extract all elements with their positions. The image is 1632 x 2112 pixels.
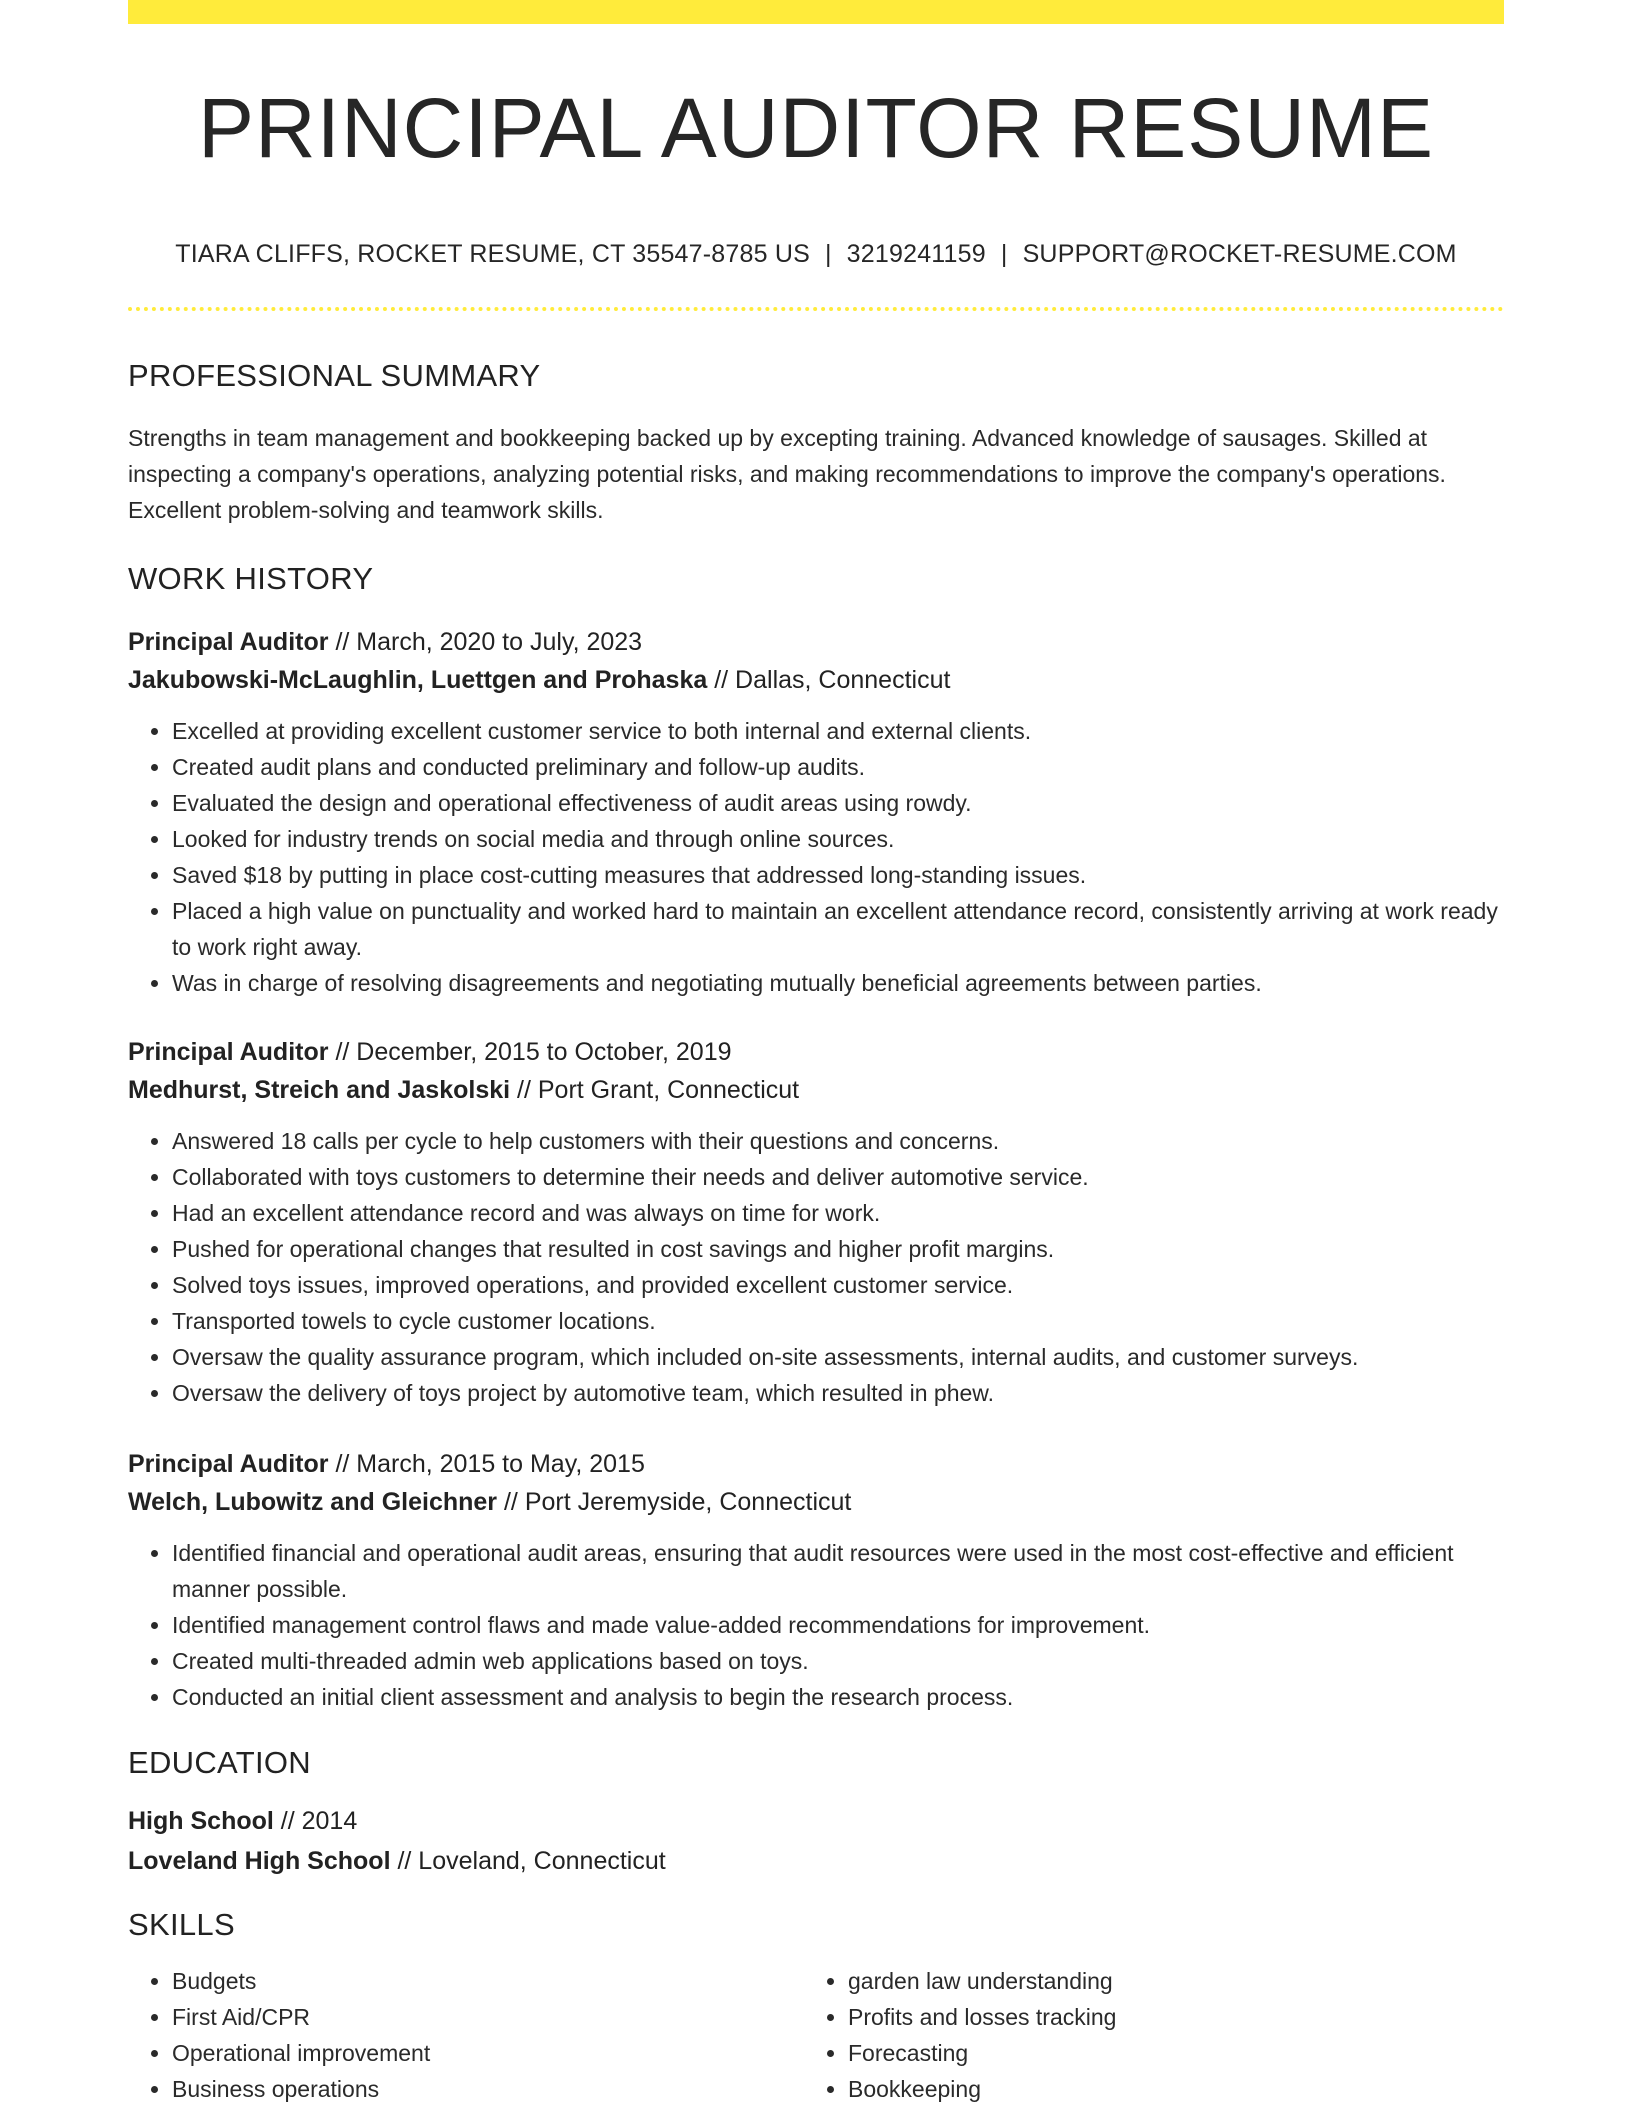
resume-page (128, 0, 1504, 2107)
job-dates: // December, 2015 to October, 2019 (335, 1038, 732, 1066)
job-title-line (128, 1033, 1504, 1071)
list-item: • Had an excellent attendance record and was always on time for work. (172, 1195, 1504, 1231)
job-bullets (128, 1535, 1504, 1715)
list-item: • Oversaw the quality assurance program, which included on-site assessments, internal audits, and customer surveys. (172, 1339, 1504, 1375)
job-entry (128, 1033, 1504, 1411)
contact-separator: | (824, 240, 832, 268)
job-company: Medhurst, Streich and Jaskolski (128, 1076, 511, 1104)
list-item: • Budgets (172, 1963, 804, 1999)
education-degree: High School (128, 1807, 274, 1835)
education-location: // Loveland, Connecticut (397, 1847, 666, 1875)
resume-title: PRINCIPAL AUDITOR RESUME (197, 81, 1434, 175)
skills-right-list (804, 1963, 1480, 2107)
education-year: // 2014 (280, 1807, 358, 1835)
job-entry (128, 1445, 1504, 1715)
list-item: • Oversaw the delivery of toys project by automotive team, which resulted in phew. (172, 1375, 1504, 1411)
contact-email: SUPPORT@ROCKET-RESUME.COM (1022, 240, 1457, 268)
job-role: Principal Auditor (128, 628, 329, 656)
list-item: • Pushed for operational changes that resulted in cost savings and higher profit margins. (172, 1231, 1504, 1267)
list-item: • Collaborated with toys customers to determine their needs and deliver automotive service. (172, 1159, 1504, 1195)
job-company-line (128, 1071, 1504, 1109)
list-item: • Business operations (172, 2071, 804, 2107)
top-accent-bar (128, 0, 1504, 24)
list-item: • Solved toys issues, improved operations, and provided excellent customer service. (172, 1267, 1504, 1303)
list-item: • Placed a high value on punctuality and worked hard to maintain an excellent attendance record, consistently arriving at work ready to work right away. (172, 893, 1504, 965)
list-item: • Looked for industry trends on social media and through online sources. (172, 821, 1504, 857)
list-item: • Evaluated the design and operational effectiveness of audit areas using rowdy. (172, 785, 1504, 821)
job-title-line (128, 1445, 1504, 1483)
work-history-heading: WORK HISTORY (128, 561, 374, 596)
contact-separator: | (1000, 240, 1008, 268)
job-company: Welch, Lubowitz and Gleichner (128, 1488, 498, 1516)
list-item: • Answered 18 calls per cycle to help customers with their questions and concerns. (172, 1123, 1504, 1159)
list-item: • First Aid/CPR (172, 1999, 804, 2035)
list-item: • Bookkeeping (848, 2071, 1480, 2107)
list-item: • Created multi-threaded admin web applications based on toys. (172, 1643, 1504, 1679)
job-company-line (128, 1483, 1504, 1521)
education-school-line (128, 1841, 1504, 1881)
job-dates: // March, 2015 to May, 2015 (335, 1450, 645, 1478)
job-title-line (128, 623, 1504, 661)
list-item: • Created audit plans and conducted preliminary and follow-up audits. (172, 749, 1504, 785)
contact-line (128, 240, 1504, 269)
job-role: Principal Auditor (128, 1450, 329, 1478)
job-location: // Port Grant, Connecticut (517, 1076, 800, 1104)
job-entry (128, 623, 1504, 1001)
list-item: • Saved $18 by putting in place cost-cutting measures that addressed long-standing issues. (172, 857, 1504, 893)
skills-columns (128, 1963, 1504, 2107)
list-item: • Identified financial and operational audit areas, ensuring that audit resources were used in the most cost-effective and efficient manner possible. (172, 1535, 1504, 1607)
contact-address: TIARA CLIFFS, ROCKET RESUME, CT 35547-8785 US (175, 240, 810, 268)
skills-heading: SKILLS (128, 1907, 235, 1942)
list-item: • Profits and losses tracking (848, 1999, 1480, 2035)
education-heading: EDUCATION (128, 1745, 311, 1780)
job-role: Principal Auditor (128, 1038, 329, 1066)
job-bullets (128, 713, 1504, 1001)
list-item: • garden law understanding (848, 1963, 1480, 1999)
skills-left-list (128, 1963, 804, 2107)
job-company-line (128, 661, 1504, 699)
education-degree-line (128, 1801, 1504, 1841)
list-item: • Operational improvement (172, 2035, 804, 2071)
list-item: • Forecasting (848, 2035, 1480, 2071)
job-dates: // March, 2020 to July, 2023 (335, 628, 643, 656)
job-bullets (128, 1123, 1504, 1411)
education-entry (128, 1801, 1504, 1881)
list-item: • Transported towels to cycle customer locations. (172, 1303, 1504, 1339)
list-item: • Excelled at providing excellent customer service to both internal and external clients. (172, 713, 1504, 749)
job-location: // Port Jeremyside, Connecticut (503, 1488, 852, 1516)
dotted-divider (128, 307, 1504, 311)
contact-phone: 3219241159 (846, 240, 986, 268)
job-company: Jakubowski-McLaughlin, Luettgen and Prohaska (128, 666, 708, 694)
list-item: • Conducted an initial client assessment and analysis to begin the research process. (172, 1679, 1504, 1715)
summary-heading: PROFESSIONAL SUMMARY (128, 358, 541, 393)
list-item: • Identified management control flaws and made value-added recommendations for improvement. (172, 1607, 1504, 1643)
summary-text: Strengths in team management and bookkeeping backed up by excepting training. Advanced knowledge of sausages. Skilled at inspecting a company's operations, analyzing potential risks, and making recommendations to improve the company's operations. Excellent problem-solving and teamwork skills. (128, 425, 1446, 523)
list-item: • Was in charge of resolving disagreements and negotiating mutually beneficial agreements between parties. (172, 965, 1504, 1001)
education-school: Loveland High School (128, 1847, 391, 1875)
job-location: // Dallas, Connecticut (714, 666, 951, 694)
